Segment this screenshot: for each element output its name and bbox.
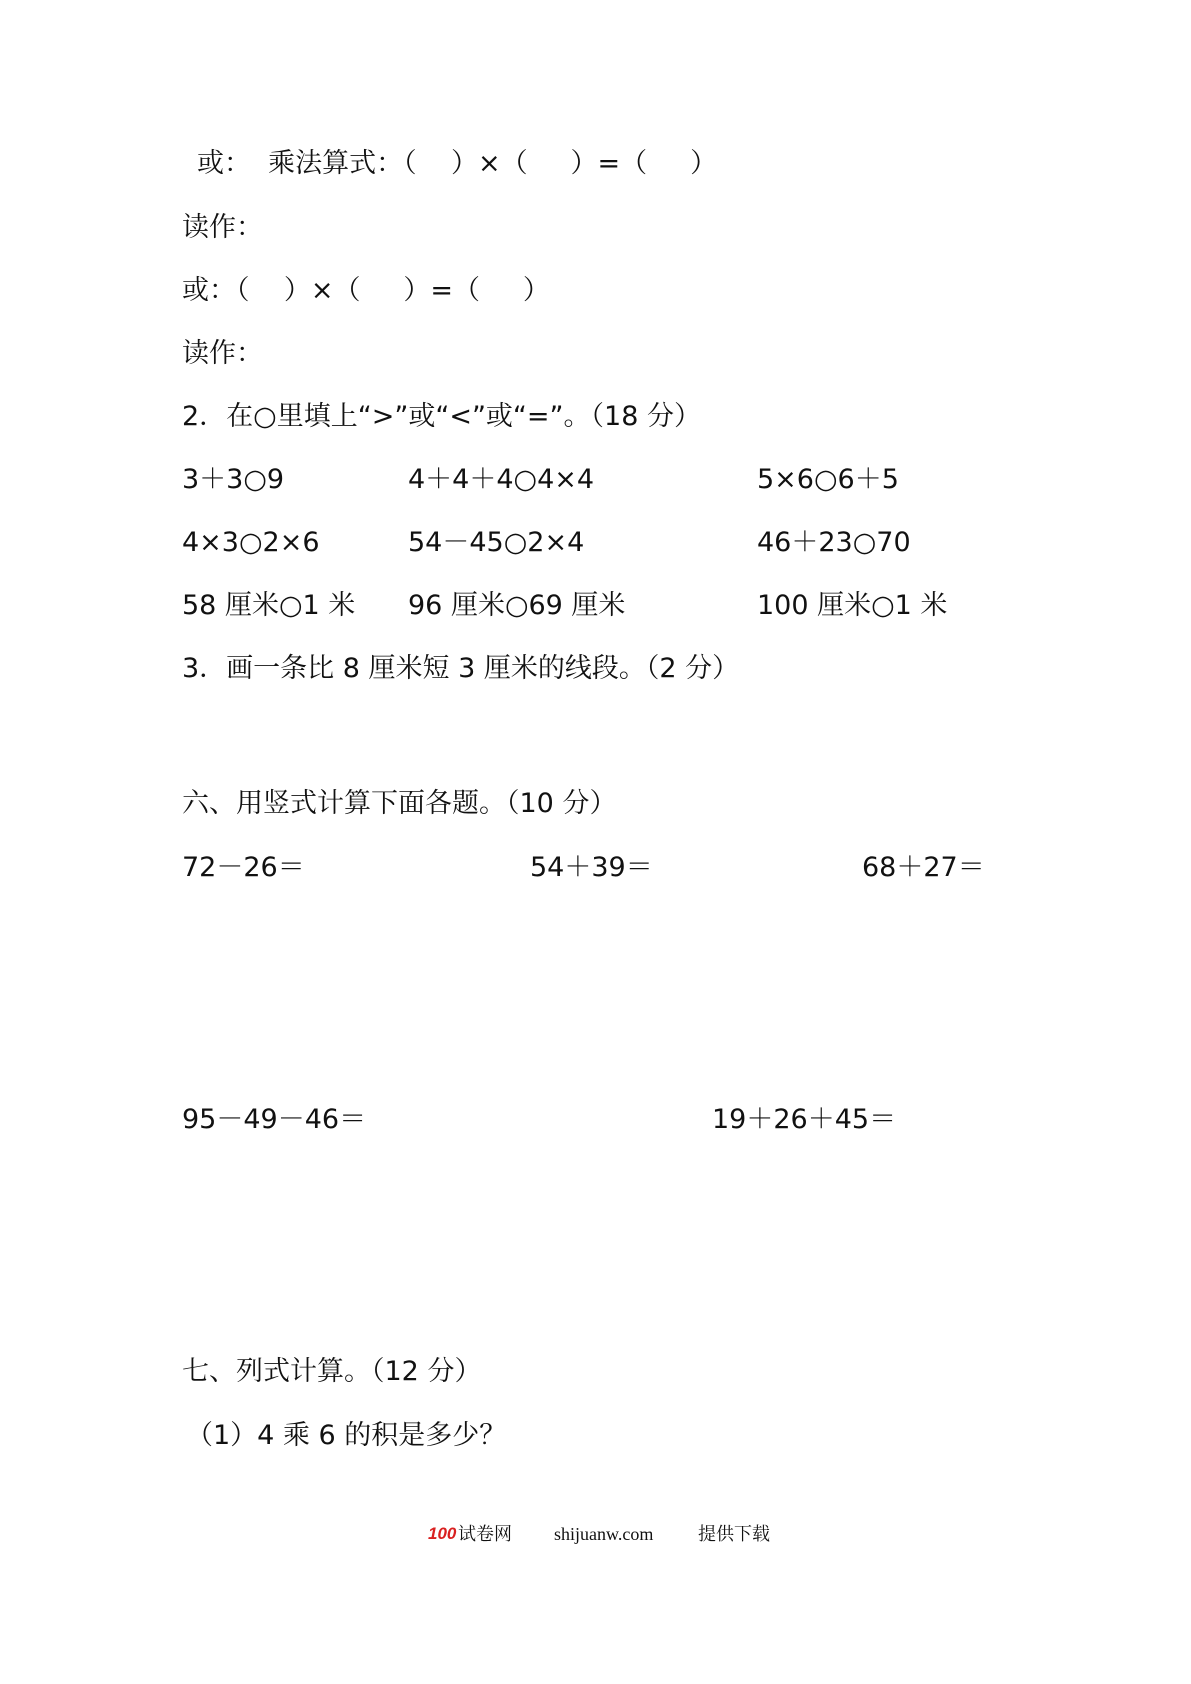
compare-item: 4＋4＋4○4×4	[408, 464, 595, 495]
site-logo-text: 试卷网	[458, 1524, 512, 1544]
compare-item: 96 厘米○69 厘米	[408, 590, 626, 621]
site-domain: shijuanw.com	[554, 1524, 654, 1544]
section-7-title: 七、列式计算。（12 分）	[182, 1356, 482, 1387]
page-footer	[0, 1516, 1191, 1552]
compare-item: 46＋23○70	[757, 527, 911, 558]
site-logo-number: 100	[428, 1524, 457, 1543]
compare-item: 3＋3○9	[182, 464, 285, 495]
vertical-calc-problem: 54＋39＝	[530, 852, 653, 883]
vertical-calc-problem: 95－49－46＝	[182, 1104, 367, 1135]
section-6-title: 六、用竖式计算下面各题。（10 分）	[182, 788, 617, 819]
compare-item: 100 厘米○1 米	[757, 590, 948, 621]
read-as-line: 读作：	[182, 338, 263, 369]
multiplication-formula-line: 或： 乘法算式：（ ）×（ ）=（ ）	[197, 148, 718, 179]
vertical-calc-problem: 72－26＝	[182, 852, 305, 883]
section-7-question-1: （1）4 乘 6 的积是多少？	[186, 1420, 507, 1451]
read-as-line: 读作：	[182, 212, 263, 243]
compare-item: 58 厘米○1 米	[182, 590, 356, 621]
question-2-title: 2．在○里填上“>”或“<”或“=”。（18 分）	[182, 401, 701, 432]
compare-item: 54－45○2×4	[408, 527, 585, 558]
alternate-formula-line: 或：（ ）×（ ）=（ ）	[182, 275, 550, 306]
vertical-calc-problem: 68＋27＝	[862, 852, 985, 883]
compare-item: 5×6○6＋5	[757, 464, 899, 495]
download-note: 提供下载	[698, 1524, 770, 1544]
question-3-title: 3．画一条比 8 厘米短 3 厘米的线段。（2 分）	[182, 653, 740, 684]
vertical-calc-problem: 19＋26＋45＝	[712, 1104, 897, 1135]
compare-item: 4×3○2×6	[182, 527, 320, 558]
